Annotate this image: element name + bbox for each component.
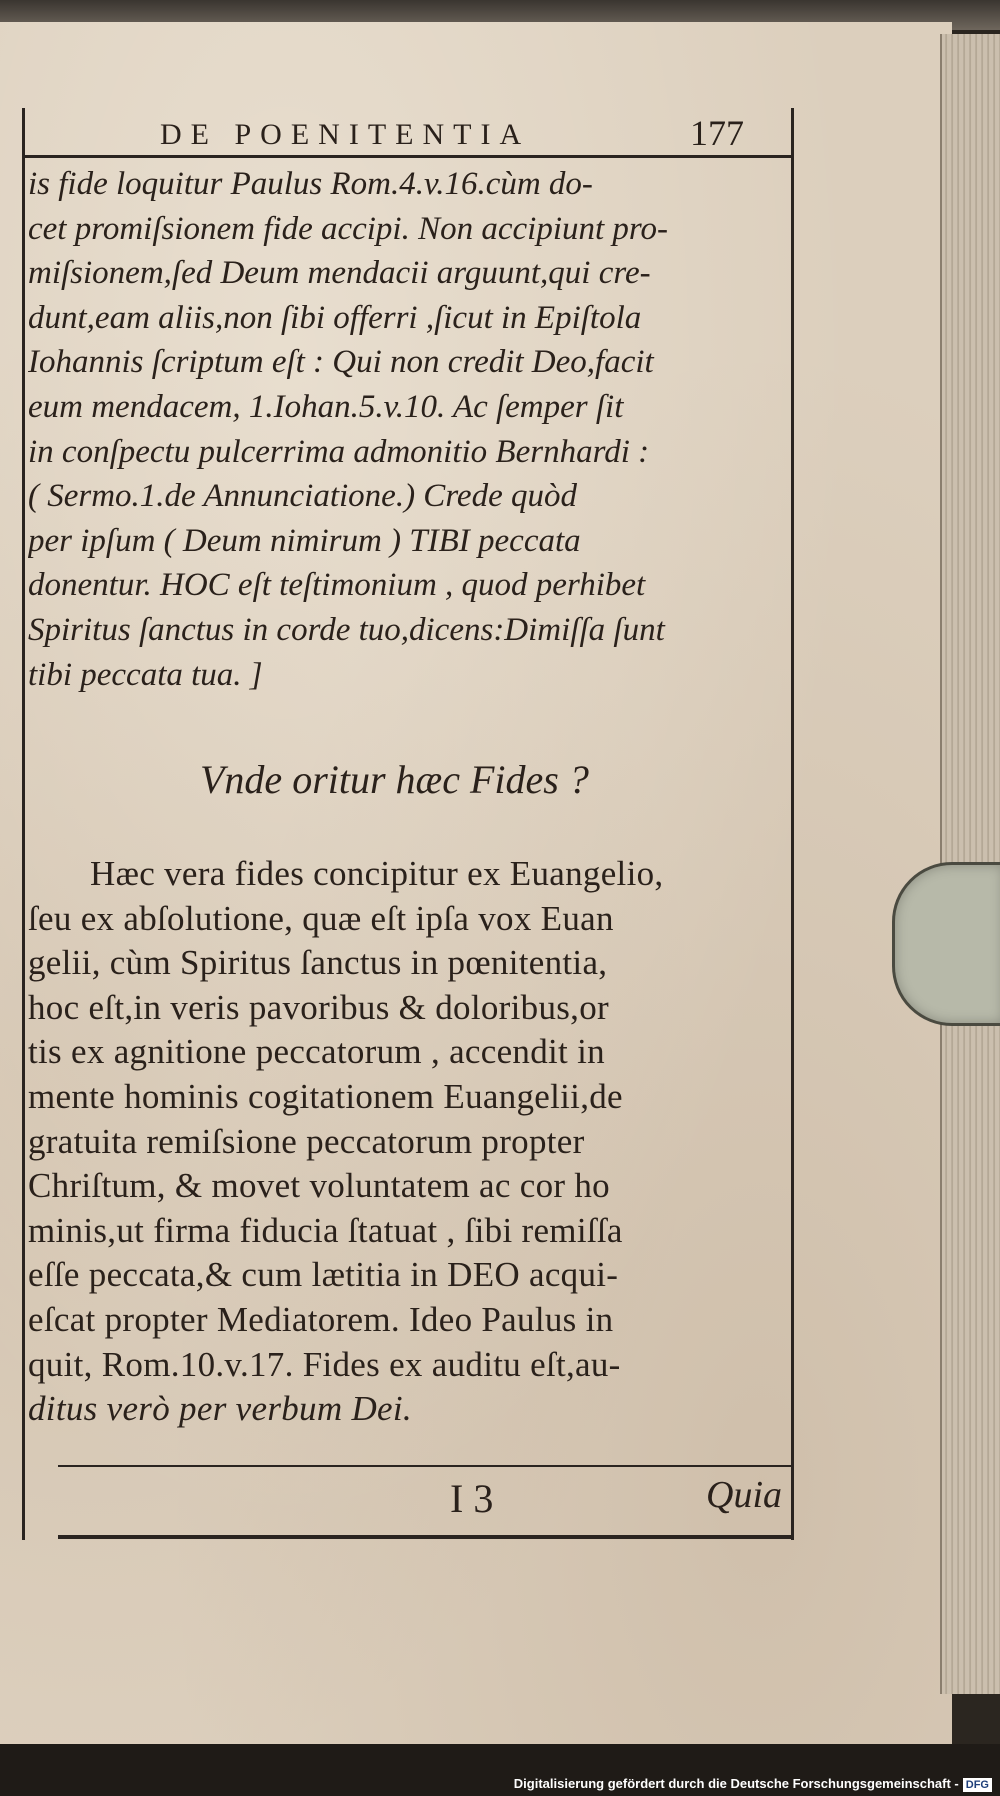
signature-mark: I 3 xyxy=(450,1476,494,1521)
page-tab-marker xyxy=(892,862,1000,1026)
text-line: donentur. HOC eſt teſtimonium , quod perhibet xyxy=(28,567,646,604)
text-line: per ipſum ( Deum nimirum ) TIBI peccata xyxy=(28,522,581,559)
text-line: is fide loquitur Paulus Rom.4.v.16.cùm do- xyxy=(28,166,593,202)
text-line: Spiritus ſanctus in corde tuo,dicens:Dimiſſa ſunt xyxy=(28,611,665,648)
text-line: hoc eſt,in veris pavoribus & doloribus,or xyxy=(28,987,609,1027)
text-line: Chriſtum, & movet voluntatem ac cor ho xyxy=(28,1166,610,1206)
text-line: quit, Rom.10.v.17. Fides ex auditu eſt,au- xyxy=(28,1344,621,1384)
text-line: Iohannis ſcriptum eſt : Qui non credit Deo,facit xyxy=(28,344,654,381)
catchword: Quia xyxy=(706,1474,782,1516)
text-line: miſsionem,ſed Deum mendacii arguunt,qui cre- xyxy=(28,255,651,292)
italic-paragraph xyxy=(28,162,778,697)
text-line: eſcat propter Mediatorem. Ideo Paulus in xyxy=(28,1299,614,1339)
text-line: gelii, cùm Spiritus ſanctus in pœnitentia, xyxy=(28,943,608,983)
text-line: eſſe peccata,& cum lætitia in DEO acqui- xyxy=(28,1255,619,1295)
roman-paragraph xyxy=(28,852,778,1432)
credit-text: Digitalisierung gefördert durch die Deutsche Forschungsgemeinschaft - xyxy=(513,1776,959,1792)
footer-rule-top xyxy=(58,1465,794,1467)
text-line: in conſpectu pulcerrima admonitio Bernhardi : xyxy=(28,433,650,470)
digitization-credit xyxy=(514,1776,992,1792)
text-line: gratuita remiſsione peccatorum propter xyxy=(28,1121,585,1161)
section-question-heading: Vnde oritur hæc Fides ? xyxy=(200,757,589,802)
text-line: tibi peccata tua. ] xyxy=(28,656,263,693)
text-line: mente hominis cogitationem Euangelii,de xyxy=(28,1076,623,1116)
text-line: dunt,eam aliis,non ſibi offerri ,ſicut in Epiſtola xyxy=(28,299,642,336)
text-line: tis ex agnitione peccatorum , accendit in xyxy=(28,1032,605,1072)
text-line: ſeu ex abſolutione, quæ eſt ipſa vox Euan xyxy=(28,898,614,938)
text-line: cet promiſsionem fide accipi. Non accipiunt pro- xyxy=(28,210,669,247)
text-line: eum mendacem, 1.Iohan.5.v.10. Ac ſemper ſit xyxy=(28,388,624,425)
text-line: Hæc vera fides concipitur ex Euangelio, xyxy=(90,854,664,893)
text-line: minis,ut firma fiducia ſtatuat , ſibi remiſſa xyxy=(28,1210,623,1250)
header-rule xyxy=(22,155,792,158)
text-line: ditus verò per verbum Dei. xyxy=(28,1389,412,1429)
page-number: 177 xyxy=(690,113,744,153)
text-line: ( Sermo.1.de Annunciatione.) Crede quòd xyxy=(28,478,577,515)
footer-rule-bottom xyxy=(58,1535,794,1539)
dfg-logo: DFG xyxy=(963,1778,992,1792)
running-head: DE POENITENTIA xyxy=(160,118,531,151)
bottom-strip xyxy=(0,1744,1000,1796)
